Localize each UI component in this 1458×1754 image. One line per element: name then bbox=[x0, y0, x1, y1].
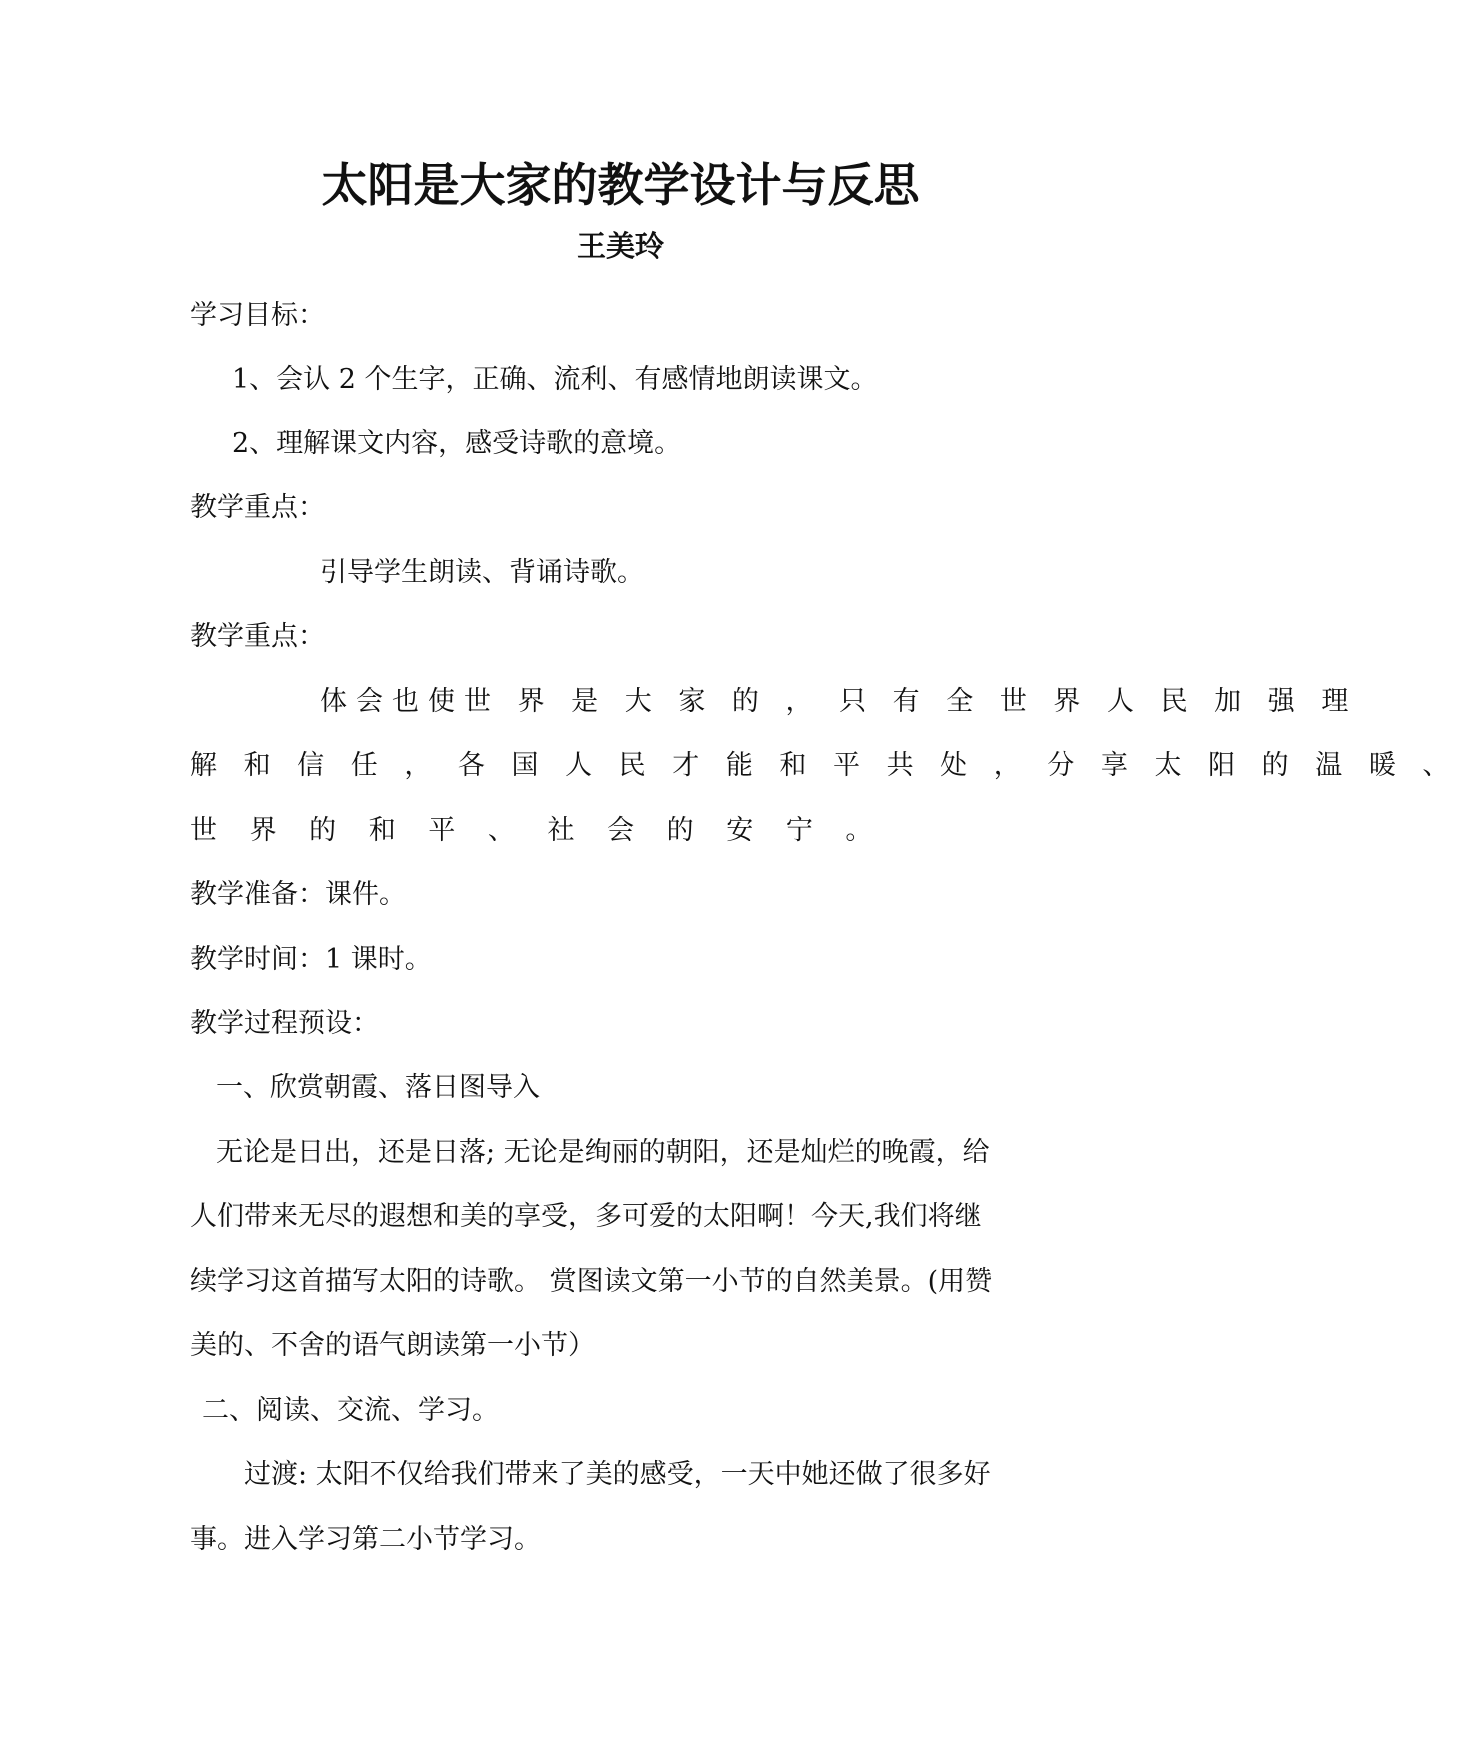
document-author: 王美玲 bbox=[576, 229, 664, 263]
paragraph-line: 续学习这首描写太阳的诗歌。 赏图读文第一小节的自然美景。(用赞 bbox=[190, 1266, 993, 1297]
paragraph-line: 美的、不舍的语气朗读第一小节） bbox=[190, 1330, 595, 1361]
focus-text-line: 体会也使世 界 是 大 家 的 ， 只 有 全 世 界 人 民 加 强 理 bbox=[320, 686, 1358, 717]
focus-text-line: 世 界 的 和 平 、 社 会 的 安 宁 。 bbox=[190, 815, 885, 846]
section-heading-objectives: 学习目标： bbox=[190, 300, 325, 331]
section-heading-focus: 教学重点： bbox=[190, 492, 325, 523]
focus-text-line: 解 和 信 任 ， 各 国 人 民 才 能 和 平 共 处 ， 分 享 太 阳 的 温 暖 、 bbox=[190, 750, 1458, 781]
process-step-heading: 一、欣赏朝霞、落日图导入 bbox=[216, 1072, 540, 1103]
process-step-heading: 二、阅读、交流、学习。 bbox=[202, 1395, 499, 1426]
time-line: 教学时间：1 课时。 bbox=[190, 944, 432, 975]
objective-item: 2、理解课文内容，感受诗歌的意境。 bbox=[232, 428, 682, 459]
document-title: 太阳是大家的教学设计与反思 bbox=[321, 158, 920, 212]
section-heading-focus-2: 教学重点： bbox=[190, 621, 325, 652]
objective-item: 1、会认 2 个生字，正确、流利、有感情地朗读课文。 bbox=[232, 364, 878, 395]
section-heading-process: 教学过程预设： bbox=[190, 1008, 379, 1039]
paragraph-line: 事。进入学习第二小节学习。 bbox=[190, 1524, 541, 1555]
preparation-line: 教学准备：课件。 bbox=[190, 879, 406, 910]
focus-text: 引导学生朗读、背诵诗歌。 bbox=[320, 557, 644, 588]
paragraph-line: 人们带来无尽的遐想和美的享受，多可爱的太阳啊！今天,我们将继 bbox=[190, 1201, 982, 1232]
paragraph-line: 无论是日出，还是日落; 无论是绚丽的朝阳，还是灿烂的晚霞，给 bbox=[216, 1137, 990, 1168]
paragraph-line: 过渡: 太阳不仅给我们带来了美的感受，一天中她还做了很多好 bbox=[244, 1459, 991, 1490]
